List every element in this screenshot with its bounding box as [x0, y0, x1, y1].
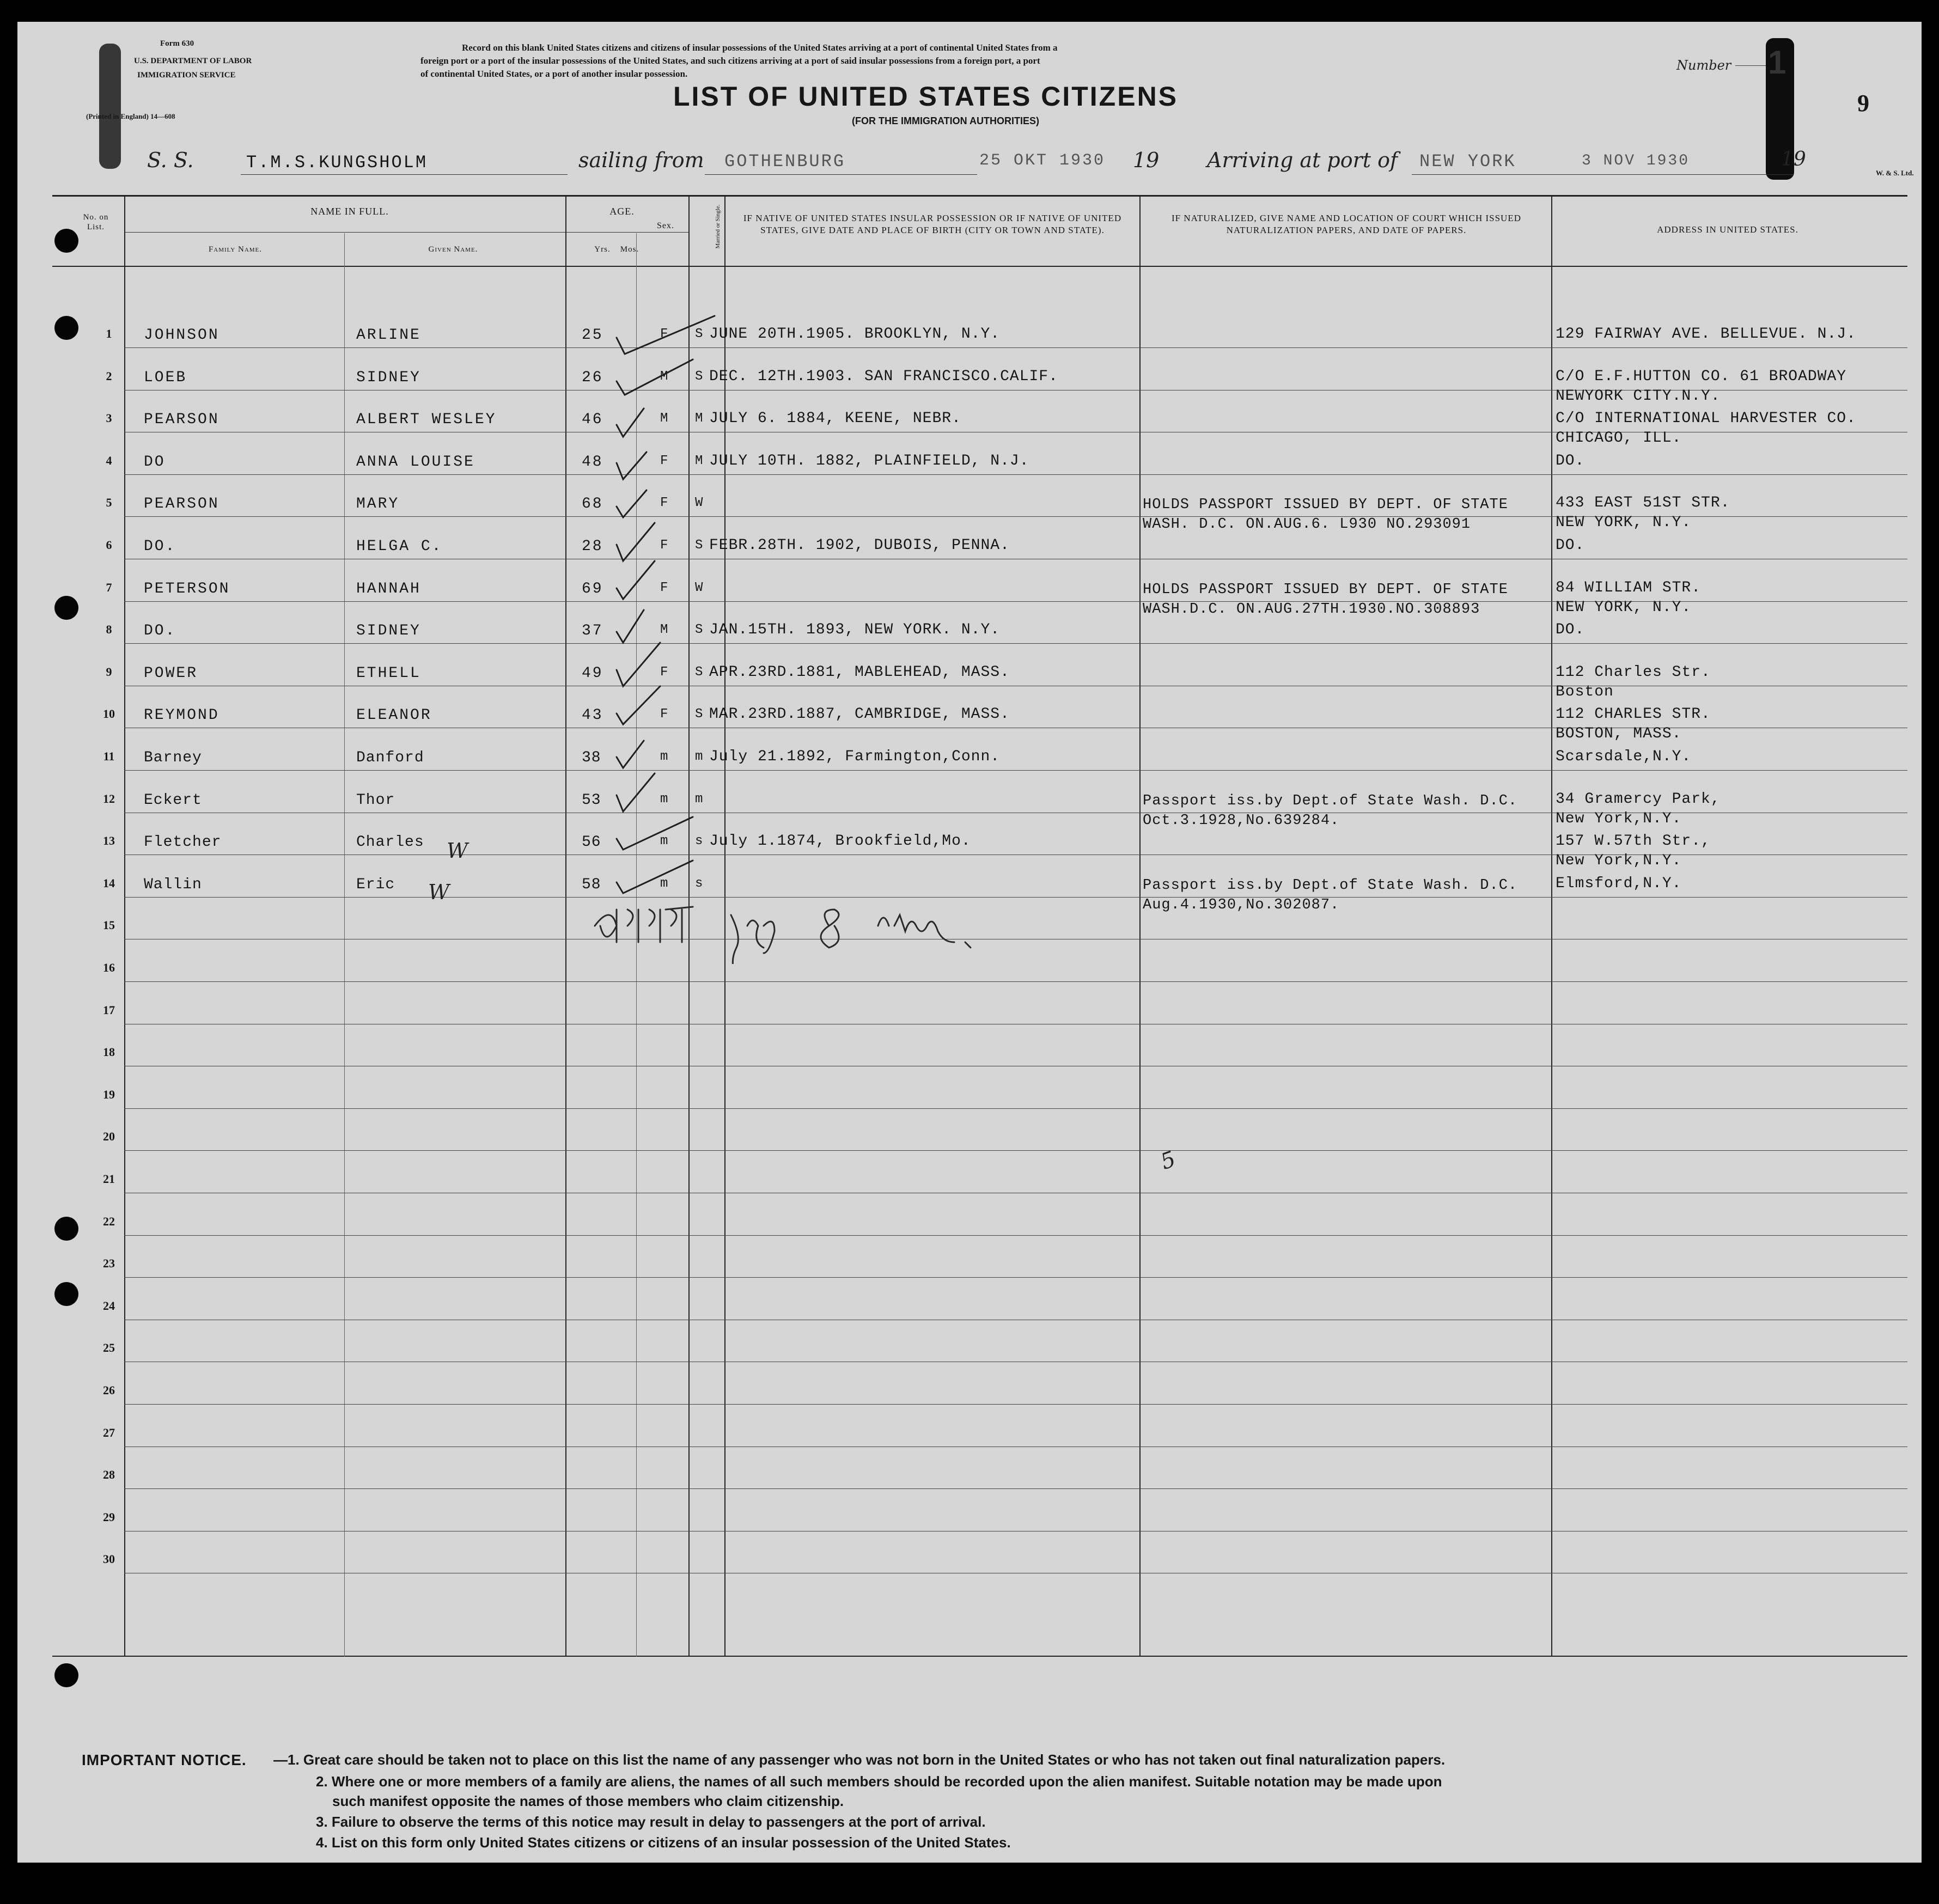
sex: F — [660, 327, 670, 341]
age-years: 37 — [582, 623, 603, 639]
col-rule — [1551, 195, 1552, 1657]
col-header-yrs: Yrs. — [594, 245, 611, 254]
row-rule — [124, 1150, 1907, 1151]
sex: M — [660, 623, 670, 637]
address-line-1: 112 CHARLES STR. — [1556, 706, 1711, 723]
row-number: 3 — [106, 411, 112, 425]
row-number: 19 — [103, 1088, 115, 1101]
address-line-1: 129 FAIRWAY AVE. BELLEVUE. N.J. — [1556, 326, 1856, 343]
marital-status: S — [695, 327, 705, 341]
row-number: 17 — [103, 1003, 115, 1017]
notice-item-2: 2. Where one or more members of a family are aliens, the names of all such members should be recorded upon the alien manifest. Suitable notation may be made upon — [316, 1773, 1442, 1790]
col-rule — [565, 195, 566, 1657]
row-number: 9 — [106, 665, 112, 679]
number-label: Number — [1676, 58, 1731, 73]
departure-rule — [705, 174, 977, 175]
marital-status: s — [695, 876, 704, 891]
given-name: SIDNEY — [356, 369, 421, 386]
col-header-sex: Sex. — [657, 221, 674, 230]
sailing-label: sailing from — [578, 148, 704, 172]
naturalization-line-2: Aug.4.1930,No.302087. — [1143, 897, 1340, 913]
given-mark-14: W — [428, 880, 450, 904]
marital-status: S — [695, 538, 705, 553]
sex: F — [660, 665, 670, 680]
family-name: DO. — [144, 538, 176, 555]
printed-label: (Printed in England) 14—608 — [86, 112, 175, 120]
age-years: 43 — [582, 707, 603, 724]
punch-hole — [54, 229, 78, 253]
family-name: POWER — [144, 665, 198, 682]
given-mark-13: W — [447, 839, 468, 863]
address-line-1: 34 Gramercy Park, — [1556, 791, 1721, 808]
birth-info: JAN.15TH. 1893, NEW YORK. N.Y. — [709, 621, 1001, 638]
naturalization-line-1: HOLDS PASSPORT ISSUED BY DEPT. OF STATE — [1143, 497, 1508, 513]
row-number: 24 — [103, 1299, 115, 1313]
punch-hole — [54, 316, 78, 340]
instruction-line-1: Record on this blank United States citizens and citizens of insular possessions of the United States arriving at a port of continental United States from a — [462, 42, 1058, 53]
birth-info: JULY 6. 1884, KEENE, NEBR. — [709, 410, 961, 427]
row-number: 14 — [103, 876, 115, 890]
sex: M — [660, 411, 670, 426]
row-number: 18 — [103, 1045, 115, 1059]
checkmarks — [584, 294, 747, 915]
age-years: 38 — [582, 749, 601, 766]
birth-info: FEBR.28TH. 1902, DUBOIS, PENNA. — [709, 537, 1010, 554]
binding-stain — [99, 44, 121, 169]
family-name: DO. — [144, 623, 176, 639]
row-number: 23 — [103, 1256, 115, 1270]
form-number: Form 630 — [160, 39, 194, 48]
departure-port: GOTHENBURG — [724, 151, 846, 172]
page-number: 9 — [1857, 90, 1869, 117]
sex: m — [660, 834, 669, 849]
row-number: 8 — [106, 623, 112, 636]
family-name: REYMOND — [144, 707, 219, 724]
age-years: 53 — [582, 792, 601, 809]
naturalization-line-2: WASH. D.C. ON.AUG.6. L930 NO.293091 — [1143, 516, 1471, 533]
family-name: Eckert — [144, 792, 202, 809]
row-number: 4 — [106, 454, 112, 467]
row-rule — [124, 1404, 1907, 1405]
row-number: 7 — [106, 581, 112, 594]
row-number: 12 — [103, 792, 115, 805]
row-rule — [124, 643, 1907, 644]
address-line-1: C/O E.F.HUTTON CO. 61 BROADWAY — [1556, 368, 1847, 385]
birth-info: July 21.1892, Farmington,Conn. — [709, 748, 1001, 765]
given-name: HELGA C. — [356, 538, 443, 555]
given-name: MARY — [356, 496, 400, 512]
arrival-port: NEW YORK — [1419, 151, 1516, 172]
birth-info: MAR.23RD.1887, CAMBRIDGE, MASS. — [709, 706, 1010, 723]
address-line-1: 157 W.57th Str., — [1556, 833, 1711, 850]
marital-status: W — [695, 496, 705, 510]
family-name: JOHNSON — [144, 327, 219, 344]
row-number: 15 — [103, 918, 115, 932]
col-header-married: Married or Single. — [715, 204, 721, 249]
age-years: 26 — [582, 369, 603, 386]
address-line-1: Scarsdale,N.Y. — [1556, 748, 1692, 765]
table-bottom-rule — [52, 1656, 1907, 1657]
col-header-address: ADDRESS IN UNITED STATES. — [1657, 224, 1798, 235]
address-line-2: BOSTON, MASS. — [1556, 725, 1682, 742]
given-name: ANNA LOUISE — [356, 454, 475, 471]
sex: M — [660, 369, 670, 384]
given-name: Eric — [356, 876, 395, 893]
notice-item-1: —1. Great care should be taken not to place on this list the name of any passenger who was not born in the United States or who has not taken out final naturalization papers. — [273, 1752, 1446, 1768]
address-line-1: Elmsford,N.Y. — [1556, 875, 1682, 892]
sex: F — [660, 538, 670, 553]
given-name: ARLINE — [356, 327, 421, 344]
address-line-2: CHICAGO, ILL. — [1556, 430, 1682, 447]
row-rule — [124, 1108, 1907, 1109]
given-name: HANNAH — [356, 581, 421, 597]
notice-label: IMPORTANT NOTICE. — [82, 1752, 247, 1768]
punch-hole — [54, 1663, 78, 1687]
age-years: 28 — [582, 538, 603, 555]
name-group-rule — [124, 232, 688, 233]
address-line-1: 433 EAST 51ST STR. — [1556, 495, 1730, 511]
given-name: Danford — [356, 749, 424, 766]
address-line-1: DO. — [1556, 453, 1585, 469]
age-years: 69 — [582, 581, 603, 597]
marital-status: m — [695, 792, 704, 807]
punch-hole — [54, 1282, 78, 1306]
marital-status: S — [695, 623, 705, 637]
family-name: Wallin — [144, 876, 202, 893]
sex: F — [660, 496, 670, 510]
row-rule — [124, 981, 1907, 982]
marital-status: S — [695, 369, 705, 384]
instruction-line-2: foreign port or a port of the insular possessions of the United States, and such citizens arriving at a port of said insular possessions from a foreign port, a port — [420, 56, 1040, 66]
address-line-2: Boston — [1556, 684, 1614, 700]
address-line-1: 112 Charles Str. — [1556, 664, 1711, 681]
col-header-name: NAME IN FULL. — [310, 206, 389, 217]
notice-item-2b: such manifest opposite the names of those members who claim citizenship. — [332, 1793, 844, 1809]
manifest-sheet — [17, 22, 1922, 1863]
row-number: 1 — [106, 327, 112, 340]
row-number: 11 — [103, 749, 115, 763]
family-name: PETERSON — [144, 581, 230, 597]
age-years: 56 — [582, 834, 601, 851]
margin-five: 5 — [1157, 1146, 1179, 1175]
marital-status: S — [695, 665, 705, 680]
row-number: 20 — [103, 1130, 115, 1143]
family-name: Fletcher — [144, 834, 222, 851]
notice-item-4: 4. List on this form only United States citizens or citizens of an insular possession of the United States. — [316, 1834, 1011, 1851]
row-number: 2 — [106, 369, 112, 383]
age-years: 58 — [582, 876, 601, 893]
col-header-birth: IF NATIVE OF UNITED STATES INSULAR POSSESSION OR IF NATIVE OF UNITED STATES, GIVE DATE AND PLACE OF BIRTH (CITY OR TOWN AND STATE). — [743, 213, 1122, 235]
row-number: 22 — [103, 1215, 115, 1228]
ss-label: S. S. — [147, 148, 194, 172]
printer-mark: W. & S. Ltd. — [1876, 169, 1914, 177]
page-title: LIST OF UNITED STATES CITIZENS — [673, 81, 1179, 112]
family-name: LOEB — [144, 369, 187, 386]
sex: F — [660, 707, 670, 722]
address-line-2: New York,N.Y. — [1556, 852, 1682, 869]
address-line-2: NEW YORK, N.Y. — [1556, 599, 1692, 616]
naturalization-line-2: Oct.3.1928,No.639284. — [1143, 813, 1340, 829]
row-rule — [124, 1277, 1907, 1278]
col-header-age: AGE. — [609, 206, 635, 217]
address-line-1: 84 WILLIAM STR. — [1556, 579, 1702, 596]
row-number: 29 — [103, 1510, 115, 1524]
row-number: 5 — [106, 496, 112, 509]
given-name: SIDNEY — [356, 623, 421, 639]
given-name: ETHELL — [356, 665, 421, 682]
punch-hole — [54, 1217, 78, 1241]
given-name: Thor — [356, 792, 395, 809]
address-line-2: NEW YORK, N.Y. — [1556, 514, 1692, 531]
marital-status: m — [695, 749, 704, 764]
birth-info: JUNE 20TH.1905. BROOKLYN, N.Y. — [709, 326, 1001, 343]
notice-item-3: 3. Failure to observe the terms of this notice may result in delay to passengers at the port of arrival. — [316, 1814, 986, 1830]
naturalization-line-1: HOLDS PASSPORT ISSUED BY DEPT. OF STATE — [1143, 582, 1508, 598]
birth-info: DEC. 12TH.1903. SAN FRANCISCO.CALIF. — [709, 368, 1058, 385]
row-rule — [124, 1488, 1907, 1489]
address-line-1: DO. — [1556, 621, 1585, 638]
given-name: Charles — [356, 834, 424, 851]
col-header-mos: Mos. — [620, 245, 639, 254]
naturalization-line-1: Passport iss.by Dept.of State Wash. D.C. — [1143, 793, 1518, 809]
birth-info: July 1.1874, Brookfield,Mo. — [709, 833, 971, 850]
row-number: 30 — [103, 1552, 115, 1566]
ship-rule — [241, 174, 568, 175]
address-line-1: C/O INTERNATIONAL HARVESTER CO. — [1556, 410, 1856, 427]
marital-status: W — [695, 581, 705, 595]
col-rule — [1139, 195, 1141, 1657]
year-label: 19 — [1133, 148, 1160, 172]
marital-status: s — [695, 834, 704, 849]
handwritten-scrawl — [584, 893, 1107, 964]
service-label: IMMIGRATION SERVICE — [137, 71, 236, 80]
col-rule — [344, 233, 345, 1657]
table-top-rule — [52, 195, 1907, 197]
marital-status: M — [695, 454, 705, 468]
birth-info: JULY 10TH. 1882, PLAINFIELD, N.J. — [709, 453, 1029, 469]
age-years: 68 — [582, 496, 603, 512]
arriving-label: Arriving at port of — [1207, 148, 1398, 172]
naturalization-line-2: WASH.D.C. ON.AUG.27TH.1930.NO.308893 — [1143, 601, 1480, 618]
family-name: PEARSON — [144, 411, 219, 428]
age-years: 48 — [582, 454, 603, 471]
birth-info: APR.23RD.1881, MABLEHEAD, MASS. — [709, 664, 1010, 681]
sex: F — [660, 454, 670, 468]
age-years: 25 — [582, 327, 603, 344]
family-name: DO — [144, 454, 166, 471]
sex: F — [660, 581, 670, 595]
age-years: 49 — [582, 665, 603, 682]
row-number: 21 — [103, 1172, 115, 1186]
col-header-naturalized: IF NATURALIZED, GIVE NAME AND LOCATION OF COURT WHICH ISSUED NATURALIZATION PAPERS, AND DATE OF PAPERS. — [1171, 213, 1521, 235]
header-bottom-rule — [52, 266, 1907, 267]
marital-status: S — [695, 707, 705, 722]
row-number: 26 — [103, 1383, 115, 1397]
marital-status: M — [695, 411, 705, 426]
row-number: 25 — [103, 1341, 115, 1354]
row-number: 13 — [103, 834, 115, 847]
row-number: 16 — [103, 961, 115, 974]
address-line-1: DO. — [1556, 537, 1585, 554]
sex: m — [660, 876, 669, 891]
punch-hole — [54, 596, 78, 620]
row-rule — [124, 770, 1907, 771]
ship-name: T.M.S.KUNGSHOLM — [246, 152, 428, 173]
col-header-family: Family Name. — [208, 245, 263, 254]
col-header-given: Given Name. — [428, 245, 478, 254]
page-subtitle: (FOR THE IMMIGRATION AUTHORITIES) — [852, 115, 1039, 126]
row-rule — [124, 474, 1907, 475]
row-number: 28 — [103, 1468, 115, 1481]
family-name: Barney — [144, 749, 202, 766]
row-rule — [124, 347, 1907, 348]
end-year: 19 — [1781, 148, 1806, 170]
sail-date: 25 OKT 1930 — [979, 151, 1106, 170]
sex: m — [660, 749, 669, 764]
address-line-2: New York,N.Y. — [1556, 810, 1682, 827]
row-number: 6 — [106, 538, 112, 552]
family-name: PEARSON — [144, 496, 219, 512]
instruction-line-3: of continental United States, or a port of another insular possession. — [420, 69, 688, 79]
arrival-rule — [1412, 174, 1793, 175]
number-value: 1 — [1768, 44, 1786, 81]
given-name: ELEANOR — [356, 707, 432, 724]
row-rule — [124, 1235, 1907, 1236]
row-number: 27 — [103, 1426, 115, 1439]
department-label: U.S. DEPARTMENT OF LABOR — [134, 57, 252, 65]
address-line-2: NEWYORK CITY.N.Y. — [1556, 388, 1721, 405]
given-name: ALBERT WESLEY — [356, 411, 497, 428]
naturalization-line-1: Passport iss.by Dept.of State Wash. D.C. — [1143, 877, 1518, 894]
age-years: 46 — [582, 411, 603, 428]
sex: m — [660, 792, 669, 807]
row-number: 10 — [103, 707, 115, 721]
col-header-no: No. on List. — [83, 213, 109, 231]
arrival-date: 3 NOV 1930 — [1582, 152, 1690, 169]
